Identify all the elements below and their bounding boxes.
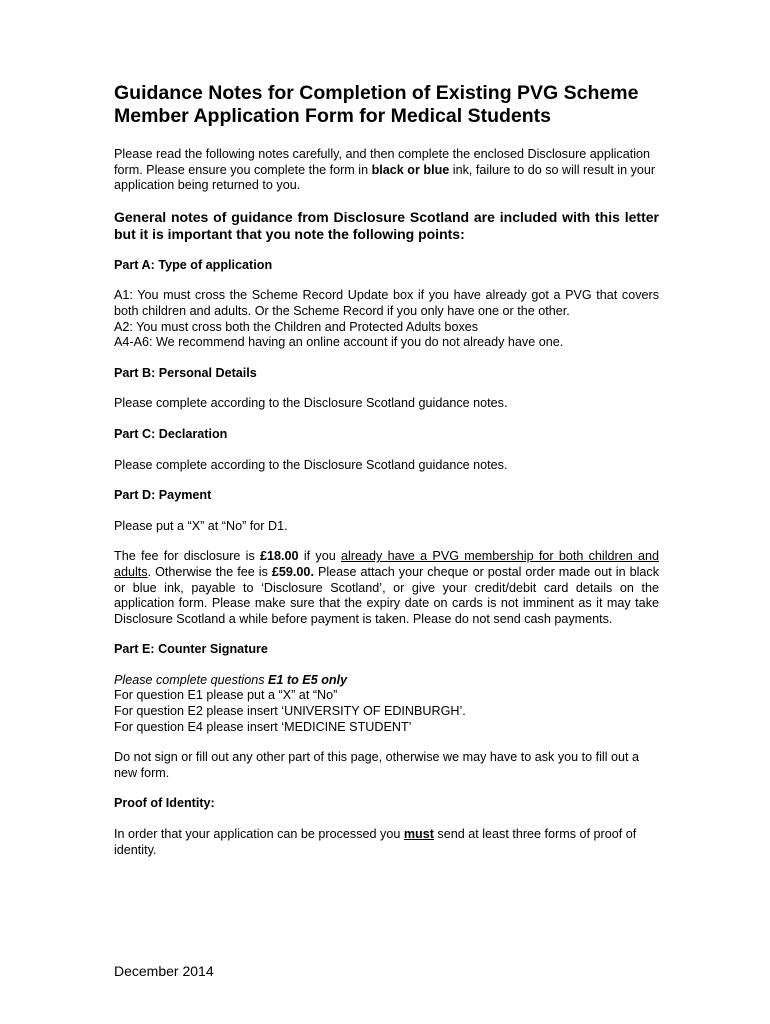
part-d-heading: Part D: Payment <box>114 488 212 503</box>
part-d-d1: Please put a “X” at “No” for D1. <box>114 518 288 533</box>
part-e-instruction-bold: E1 to E5 only <box>268 672 348 687</box>
fee-text-3: . Otherwise the fee is <box>147 564 272 579</box>
part-c-heading: Part C: Declaration <box>114 426 228 441</box>
intro-text-2: ink, failure to do so will result in your application being returned to you. <box>114 162 656 193</box>
intro-text-1: Please read the following notes carefully, and then complete the enclosed Disclosure application form. Please ensure you complete the form in <box>114 147 651 177</box>
fee-amount-members: £18.00 <box>260 549 299 564</box>
footer-date: December 2014 <box>114 963 214 979</box>
proof-paragraph <box>114 827 659 858</box>
fee-amount-standard: £59.00. <box>271 564 314 579</box>
proof-must: must <box>403 827 434 842</box>
intro-paragraph <box>114 147 659 194</box>
part-a-heading: Part A: Type of application <box>114 257 273 272</box>
proof-heading: Proof of Identity: <box>114 796 215 811</box>
part-e-e4: For question E4 please insert ‘MEDICINE STUDENT’ <box>114 719 412 734</box>
part-a-a4: A4-A6: We recommend having an online account if you do not already have one. <box>114 335 564 350</box>
fee-text-2: if you <box>298 549 341 564</box>
part-b-text: Please complete according to the Disclosure Scotland guidance notes. <box>114 396 508 411</box>
document-body <box>114 82 659 858</box>
fee-text-1: The fee for disclosure is <box>114 549 261 564</box>
part-e-e2: For question E2 please insert ‘UNIVERSITY OF EDINBURGH’. <box>114 704 466 719</box>
part-e-warning: Do not sign or fill out any other part of this page, otherwise we may have to ask you to fill out a new form. <box>114 750 640 780</box>
part-e-instruction <box>114 673 659 689</box>
part-b-heading: Part B: Personal Details <box>114 365 257 380</box>
fee-text-4: Please attach your cheque or postal order made out in black or blue ink, payable to ‘Disclosure Scotland’, or give your credit/debit card details on the application form. Please make sure that the expiry date on cards is not imminent as it may take Disclosure Scotland a while before payment is taken. Please do not send cash payments. <box>114 564 659 626</box>
proof-text-1: In order that your application can be processed you <box>114 827 404 842</box>
proof-text-2: send at least three forms of proof of identity. <box>114 827 637 857</box>
general-note: General notes of guidance from Disclosure Scotland are included with this letter but it is important that you note the following points: <box>114 208 659 242</box>
part-e-heading: Part E: Counter Signature <box>114 642 268 657</box>
fee-underlined-condition: already have a PVG membership for both children and adults <box>114 549 659 579</box>
part-a-a2: A2: You must cross both the Children and Protected Adults boxes <box>114 319 479 334</box>
part-a-a1: A1: You must cross the Scheme Record Update box if you have already got a PVG that covers both children and adults. Or the Scheme Record if you only have one or the other. <box>114 288 659 318</box>
part-e-instruction-text: Please complete questions <box>114 672 269 687</box>
document-title: Guidance Notes for Completion of Existing PVG Scheme Member Application Form for Medical Students <box>114 82 639 127</box>
intro-bold-text: black or blue <box>371 162 450 177</box>
part-e-e1: For question E1 please put a “X” at “No” <box>114 688 338 703</box>
part-d-fee-paragraph <box>114 549 659 627</box>
part-c-text: Please complete according to the Disclosure Scotland guidance notes. <box>114 457 508 472</box>
